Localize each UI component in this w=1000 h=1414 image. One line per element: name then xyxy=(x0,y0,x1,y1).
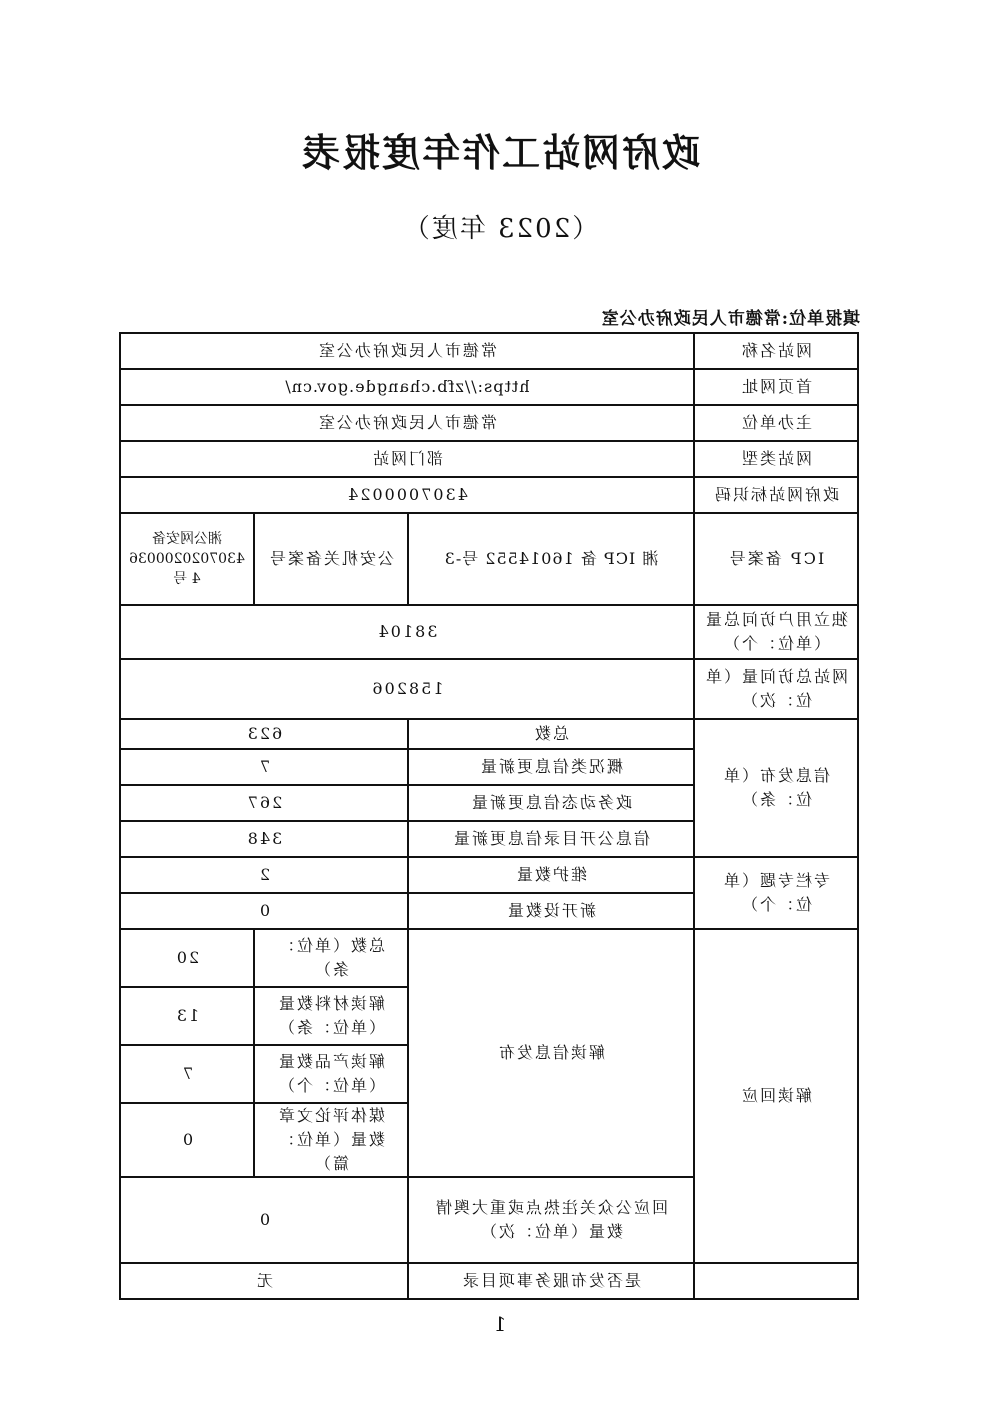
item-label: 新开设数量 xyxy=(408,893,694,929)
page-subtitle: （2023 年度） xyxy=(401,214,599,244)
icp-value: 湘 ICP 备 16014552 号-3 xyxy=(408,513,694,605)
item-label: 概况类信息更新量 xyxy=(408,749,694,785)
row-label: 独立用户访问总量（单位：个） xyxy=(694,605,858,659)
row-value: 部门网站 xyxy=(120,441,694,477)
row-label: ICP 备案号 xyxy=(694,513,858,605)
item-value: 0 xyxy=(120,893,408,929)
table-row xyxy=(120,513,858,605)
item-value: 13 xyxy=(120,987,254,1045)
row-label: 主办单位 xyxy=(694,405,858,441)
page-title: 政府网站工作年度报表 xyxy=(300,130,701,175)
row-value: https://zfb.changde.gov.cn/ xyxy=(120,369,694,405)
item-value: 7 xyxy=(120,749,408,785)
item-value: 0 xyxy=(120,1103,254,1177)
table-row xyxy=(120,477,858,513)
table-row xyxy=(120,441,858,477)
item-label: 总数 xyxy=(408,719,694,749)
row-label: 网站名称 xyxy=(694,333,858,369)
row-label xyxy=(694,1263,858,1299)
item-value: 623 xyxy=(120,719,408,749)
filing-unit: 填报单位:常德市人民政府办公室 xyxy=(600,309,860,329)
item-label: 媒体评论文章数量（单位：篇） xyxy=(254,1103,408,1177)
table-row xyxy=(120,333,858,369)
police-record-label: 公安机关备案号 xyxy=(254,513,408,605)
item-label: 回应公众关注热点或重大舆情数量（单位：次） xyxy=(408,1177,694,1263)
table-row xyxy=(120,369,858,405)
table-row xyxy=(120,857,858,893)
table-row xyxy=(120,1263,858,1299)
item-label: 维护数量 xyxy=(408,857,694,893)
group-label: 专栏专题（单位：个） xyxy=(694,857,858,929)
row-value: 常德市人民政府办公室 xyxy=(120,405,694,441)
item-value: 267 xyxy=(120,785,408,821)
table-row xyxy=(120,605,858,659)
item-label: 政务动态信息更新量 xyxy=(408,785,694,821)
group-label: 信息发布（单位：条） xyxy=(694,719,858,857)
police-record-value: 湘公网安备 43070202000364 号 xyxy=(120,513,254,605)
row-label: 首页网址 xyxy=(694,369,858,405)
item-value: 2 xyxy=(120,857,408,893)
row-value: 158206 xyxy=(120,659,694,719)
item-label: 总数（单位：条） xyxy=(254,929,408,987)
item-value: 0 xyxy=(120,1177,408,1263)
table-row xyxy=(120,929,858,987)
row-value: 38104 xyxy=(120,605,694,659)
row-value: 常德市人民政府办公室 xyxy=(120,333,694,369)
table-row xyxy=(120,405,858,441)
sub-group-label: 解读信息发布 xyxy=(408,929,694,1177)
row-label: 网站类型 xyxy=(694,441,858,477)
row-value: 4307000024 xyxy=(120,477,694,513)
item-value: 20 xyxy=(120,929,254,987)
item-label: 解读产品数量（单位：个） xyxy=(254,1045,408,1103)
item-label: 信息公开目录信息更新量 xyxy=(408,821,694,857)
item-label: 解读材料数量（单位：条） xyxy=(254,987,408,1045)
item-value: 348 xyxy=(120,821,408,857)
item-value: 无 xyxy=(120,1263,408,1299)
report-table xyxy=(119,332,859,1300)
item-value: 7 xyxy=(120,1045,254,1103)
item-label: 是否发布服务事项目录 xyxy=(408,1263,694,1299)
row-label: 网站总访问量（单位：次） xyxy=(694,659,858,719)
table-row xyxy=(120,659,858,719)
page-number: 1 xyxy=(493,1312,507,1336)
row-label: 政府网站标识码 xyxy=(694,477,858,513)
group-label: 解读回应 xyxy=(694,929,858,1263)
table-row xyxy=(120,719,858,749)
